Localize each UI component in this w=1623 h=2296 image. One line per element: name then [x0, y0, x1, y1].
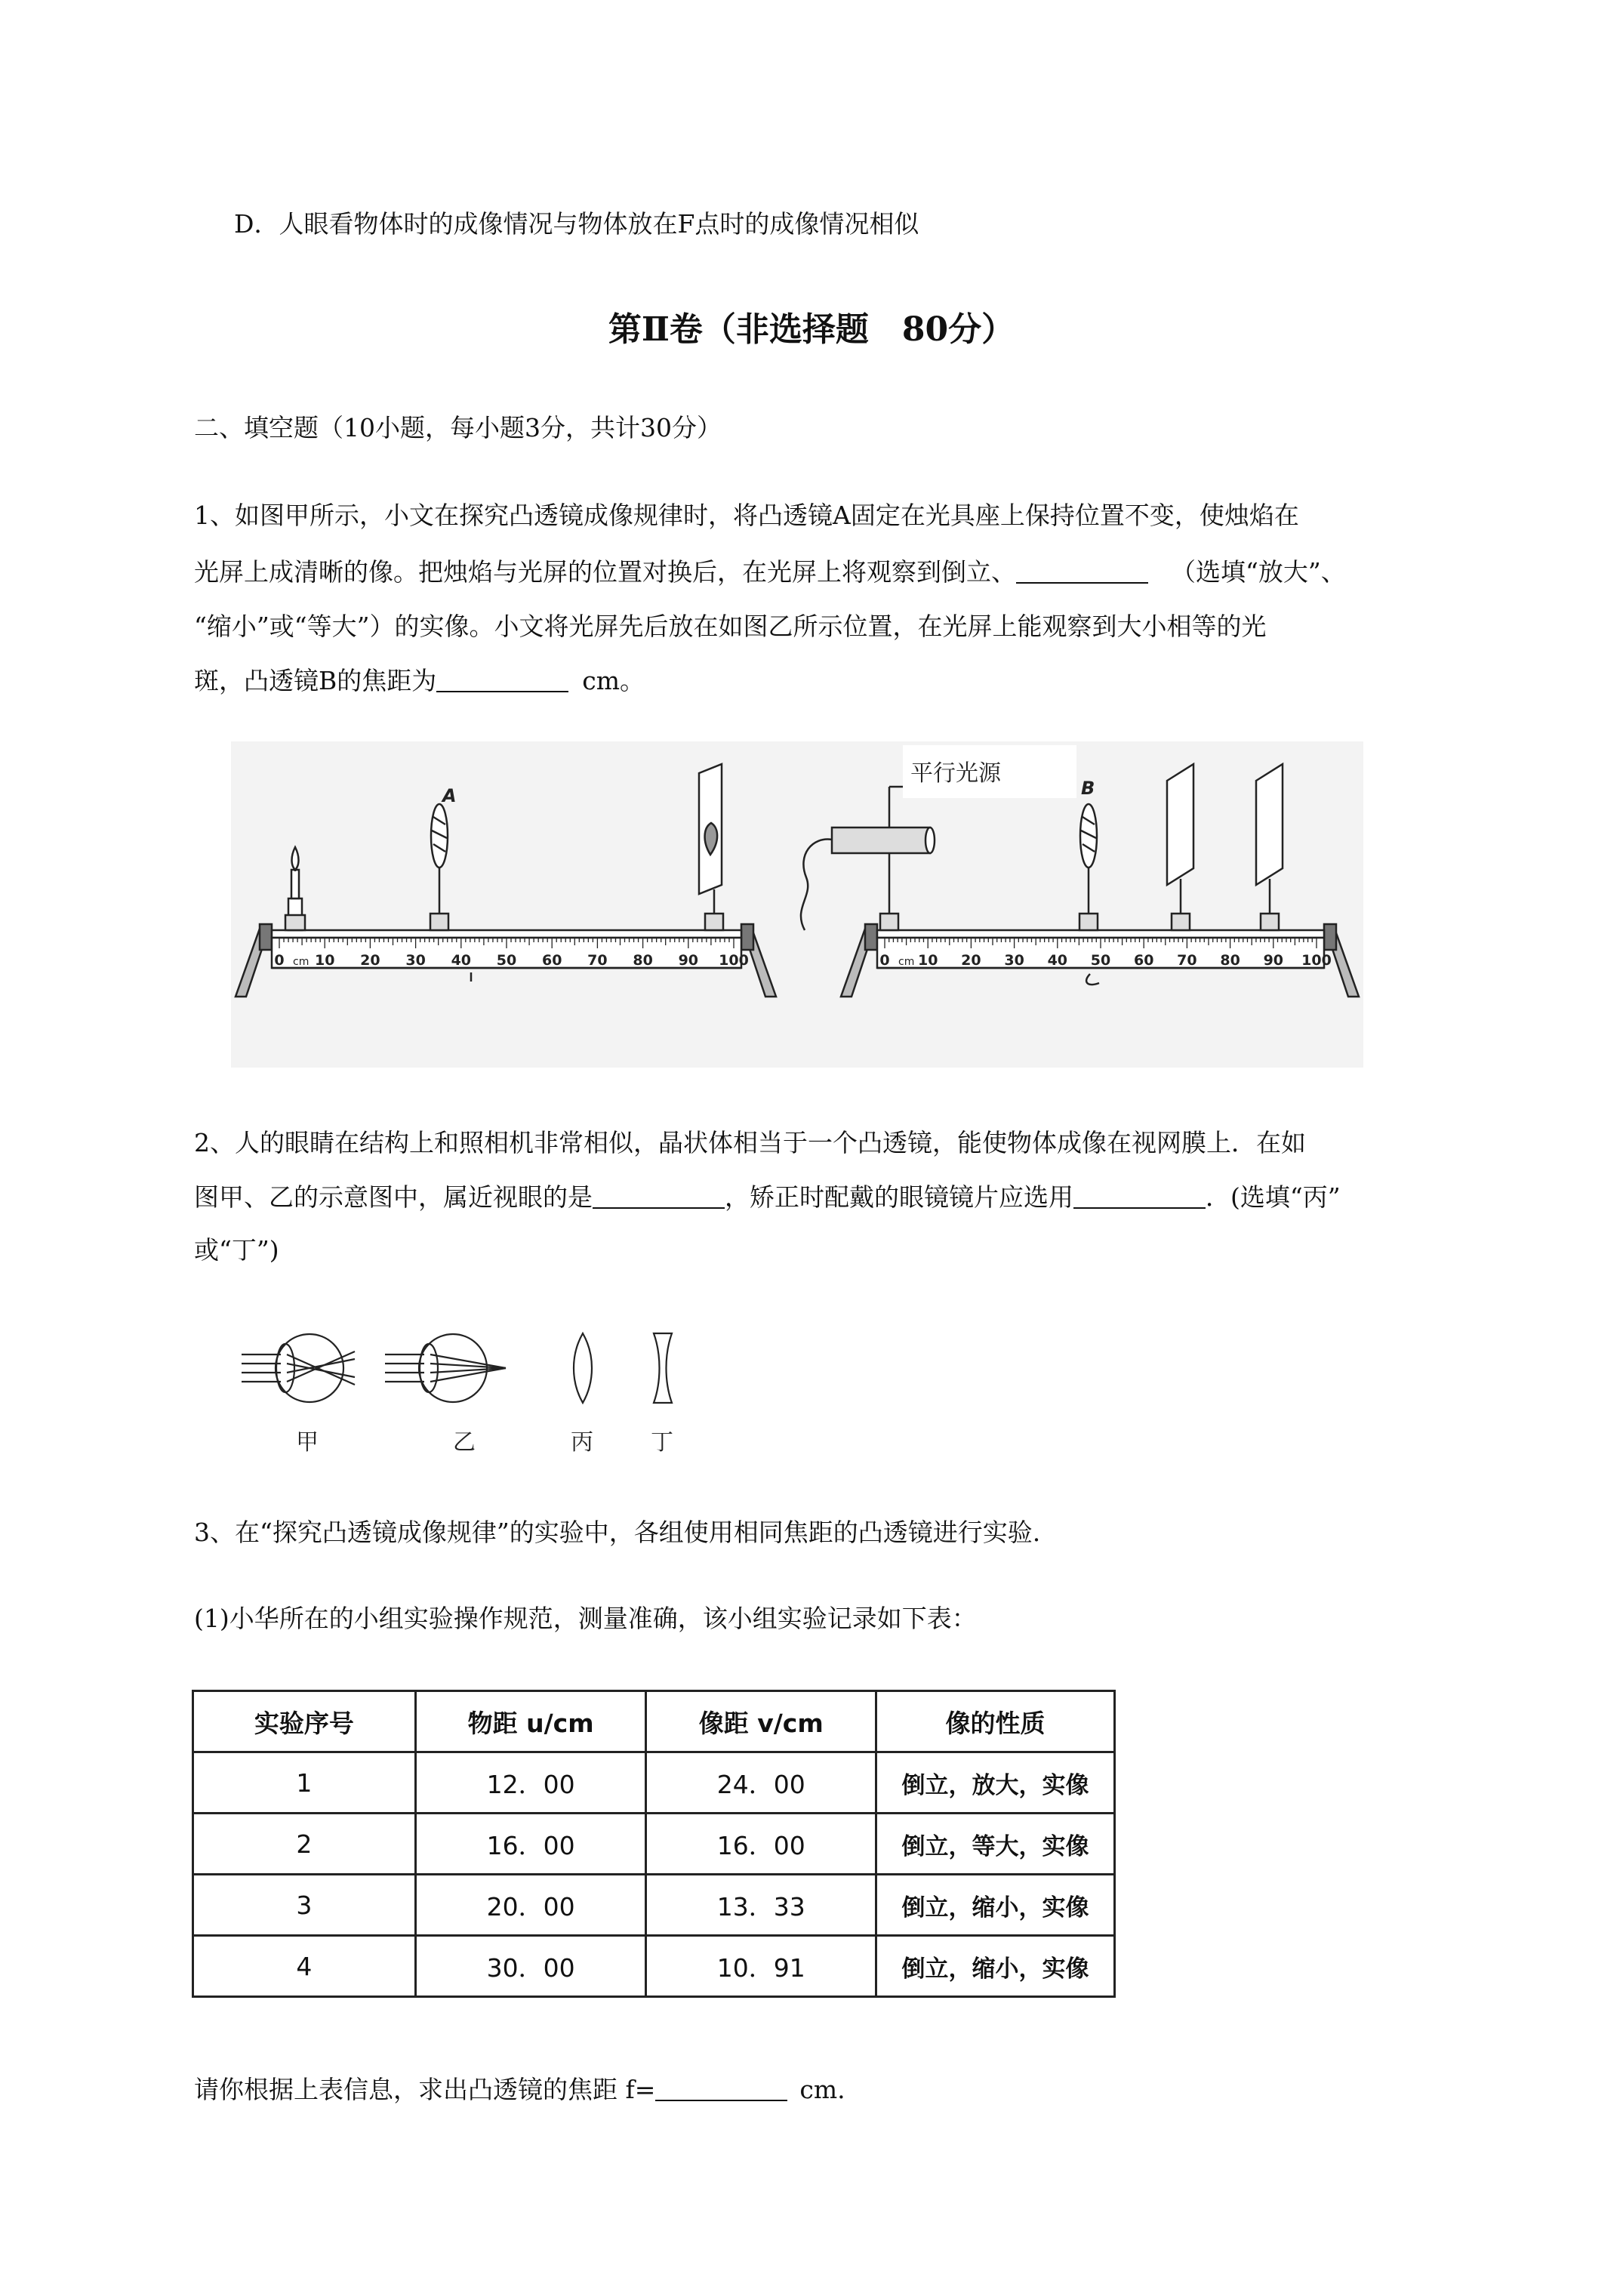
table-row [193, 1875, 1115, 1936]
scale-tick-label: 50 [1090, 952, 1111, 969]
table-cell: 倒立，等大，实像 [876, 1814, 1114, 1875]
scale-tick-label: 80 [633, 952, 653, 969]
q2-line1: 2、人的眼睛在结构上和照相机非常相似，晶状体相当于一个凸透镜，能使物体成像在视网膜上．在如 [194, 1128, 1306, 1157]
experiment-table [192, 1690, 1116, 1998]
q1-line2-text: 光屏上成清晰的像。把烛焰与光屏的位置对换后，在光屏上将观察到倒立、 [194, 557, 1016, 587]
lens-a-label: A [442, 785, 457, 806]
q1-line4-unit: cm。 [582, 666, 645, 695]
q1-line3: “缩小”或“等大”）的实像。小文将光屏先后放在如图乙所示位置，在光屏上能观察到大小相等的光 [194, 612, 1267, 641]
scale-tick-label: 10 [314, 952, 335, 969]
scale-tick-label: 70 [587, 952, 608, 969]
q1-line4-text: 斑，凸透镜B的焦距为 [194, 666, 437, 695]
label-jia: 甲 [296, 1429, 319, 1456]
q1-line2 [194, 556, 1346, 589]
table-cell: 20．00 [415, 1875, 646, 1936]
table-cell: 16．00 [646, 1814, 876, 1875]
table-cell: 12．00 [415, 1752, 646, 1814]
table-cell: 4 [193, 1936, 416, 1997]
table-row [193, 1814, 1115, 1875]
table-row [193, 1936, 1115, 1997]
q2-line3: 或“丁”) [194, 1235, 279, 1265]
lens-b-label: B [1081, 778, 1095, 799]
table-header-row [193, 1691, 1115, 1752]
light-source-label: 平行光源 [910, 760, 1001, 787]
table-cell: 3 [193, 1875, 416, 1936]
table-cell: 2 [193, 1814, 416, 1875]
scale-tick-label: 0 [274, 952, 285, 969]
section-title: 第Ⅱ卷（非选择题 80分） [608, 310, 1015, 349]
scale-tick-label: 90 [1263, 952, 1284, 969]
scale-tick-label: 40 [1047, 952, 1068, 969]
scale-tick-label: 30 [1004, 952, 1024, 969]
eye-lens-figure [234, 1317, 717, 1460]
answer-blank-5[interactable] [655, 2100, 787, 2101]
answer-blank-4[interactable] [1073, 1207, 1206, 1209]
scale-tick-label: 60 [541, 952, 562, 969]
table-cell: 13．33 [646, 1875, 876, 1936]
label-yi: 乙 [453, 1429, 476, 1456]
scale-tick-label: 100 [1301, 952, 1332, 969]
q1-line1: 1、如图甲所示，小文在探究凸透镜成像规律时，将凸透镜A固定在光具座上保持位置不变，使烛焰在 [194, 501, 1299, 530]
scale-tick-label: 90 [678, 952, 699, 969]
concave-lens-ding [654, 1333, 672, 1403]
scale-tick-label: 20 [360, 952, 380, 969]
table-cell: 倒立，缩小，实像 [876, 1936, 1114, 1997]
scale-tick-label: 50 [496, 952, 517, 969]
eye-jia [242, 1334, 355, 1402]
q3-line3 [194, 2073, 845, 2106]
q3-line3-unit: cm. [799, 2075, 845, 2104]
scale-tick-label: 40 [451, 952, 472, 969]
scale-tick-label: 30 [405, 952, 426, 969]
q2-line2-text: 图甲、乙的示意图中，属近视眼的是 [194, 1182, 593, 1212]
table-cell: 24．00 [646, 1752, 876, 1814]
answer-blank-3[interactable] [593, 1207, 725, 1209]
table-header: 实验序号 [193, 1691, 416, 1752]
table-cell: 30．00 [415, 1936, 646, 1997]
eye-yi [385, 1334, 506, 1402]
table-row [193, 1752, 1115, 1814]
table-cell: 16．00 [415, 1814, 646, 1875]
q1-line2-tail: （选填“放大”、 [1171, 557, 1346, 587]
scale-tick-label: 80 [1220, 952, 1240, 969]
scale-tick-label: 10 [917, 952, 938, 969]
label-ding: 丁 [651, 1429, 673, 1456]
q2-line2-tail: ．(选填“丙” [1206, 1182, 1341, 1212]
q1-line4 [194, 664, 645, 698]
q2-line2 [194, 1181, 1341, 1214]
scale-unit-label: cm [898, 956, 915, 968]
q3-line3-text: 请你根据上表信息，求出凸透镜的焦距 f= [194, 2075, 656, 2104]
table-cell: 倒立，放大，实像 [876, 1752, 1114, 1814]
scale-tick-label: 0 [879, 952, 890, 969]
convex-lens-bing [574, 1333, 592, 1403]
table-cell: 10．91 [646, 1936, 876, 1997]
q2-line2-mid: ，矫正时配戴的眼镜镜片应选用 [725, 1182, 1073, 1212]
part-heading: 二、填空题（10小题，每小题3分，共计30分） [194, 413, 722, 442]
table-header: 物距 u/cm [415, 1691, 646, 1752]
scale-tick-label: 100 [719, 952, 749, 969]
table-cell: 1 [193, 1752, 416, 1814]
table-cell: 倒立，缩小，实像 [876, 1875, 1114, 1936]
answer-blank-1[interactable] [1016, 582, 1148, 584]
table-header: 像距 v/cm [646, 1691, 876, 1752]
table-header: 像的性质 [876, 1691, 1114, 1752]
scale-tick-label: 20 [961, 952, 981, 969]
scale-tick-label: 60 [1133, 952, 1154, 969]
optical-bench-figure [231, 741, 1363, 1068]
answer-blank-2[interactable] [436, 691, 568, 692]
label-bing: 丙 [571, 1429, 593, 1456]
option-d: D．人眼看物体时的成像情况与物体放在F点时的成像情况相似 [234, 209, 919, 239]
scale-tick-label: 70 [1177, 952, 1197, 969]
q3-line1: 3、在“探究凸透镜成像规律”的实验中，各组使用相同焦距的凸透镜进行实验. [194, 1518, 1041, 1547]
scale-unit-label: cm [293, 956, 310, 968]
q3-line2: (1)小华所在的小组实验操作规范，测量准确，该小组实验记录如下表： [194, 1604, 977, 1633]
